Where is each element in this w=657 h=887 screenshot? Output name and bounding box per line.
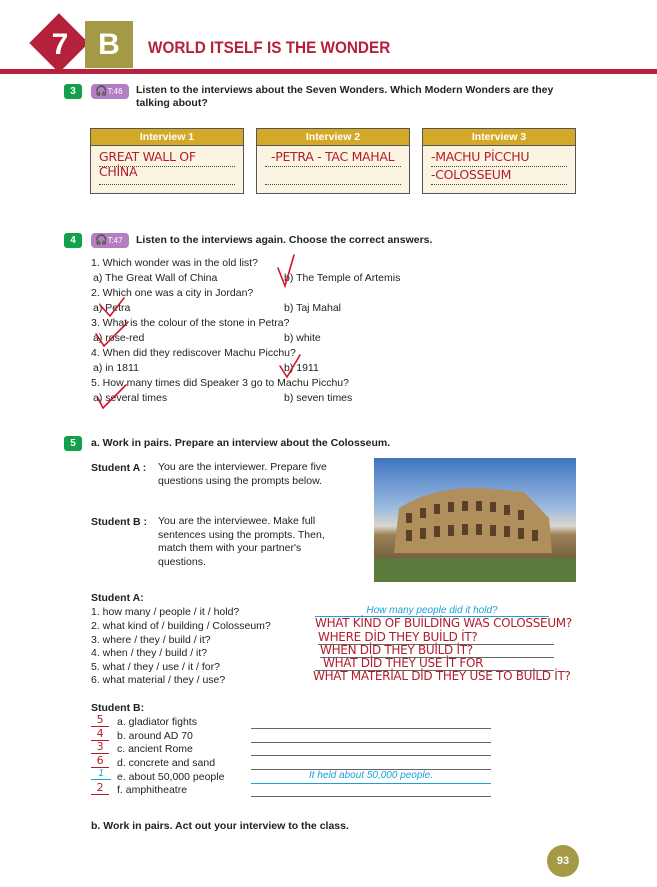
- student-a-role: You are the interviewer. Prepare five questions using the prompts below.: [158, 461, 327, 487]
- match-number[interactable]: 2: [91, 781, 109, 795]
- student-b-label: Student B :: [91, 516, 147, 528]
- answer-line[interactable]: [251, 756, 491, 770]
- match-number[interactable]: 5: [91, 713, 109, 727]
- prompt: 2. what kind of / building / Colosseum?: [91, 620, 271, 632]
- answer-line[interactable]: -COLOSSEUM: [431, 167, 567, 185]
- prompt: b. around AD 70: [117, 729, 193, 742]
- list-b-title: Student B:: [91, 702, 145, 714]
- page-title: WORLD ITSELF IS THE WONDER: [148, 38, 391, 57]
- answer-line[interactable]: GREAT WALL OF CHİNA: [99, 149, 235, 167]
- question: 5. How many times did Speaker 3 go to Machu Picchu?: [91, 377, 349, 389]
- question: 1. Which wonder was in the old list?: [91, 257, 258, 269]
- checkmark-icon: [278, 255, 294, 286]
- answer-line[interactable]: How many people did it hold?: [315, 605, 549, 617]
- checkmark-icon: [98, 385, 126, 408]
- prompt: c. ancient Rome: [117, 743, 193, 756]
- answer-line[interactable]: WHERE DİD THEY BUİLD İT?: [318, 630, 554, 645]
- headphones-icon: 🎧: [95, 86, 108, 97]
- answer-line[interactable]: [251, 783, 491, 797]
- unit-number: 7: [51, 28, 69, 61]
- match-row: [91, 783, 501, 797]
- prompt: 3. where / they / build / it?: [91, 633, 211, 646]
- interview-header: Interview 1: [91, 129, 243, 146]
- checkmark-icon: [96, 322, 128, 346]
- exercise-3-instruction: Listen to the interviews about the Seven Wonders. Which Modern Wonders are they talking about?: [136, 84, 554, 109]
- match-row: [91, 767, 501, 784]
- student-b-role: You are the interviewee. Make full sentences using the prompts. Then, match them with your partner's questions.: [158, 515, 325, 568]
- answer-line[interactable]: [251, 729, 491, 743]
- answer-line[interactable]: WHAT DİD THEY USE İT FOR: [315, 656, 554, 671]
- interview-header: Interview 2: [257, 129, 409, 146]
- match-row: [91, 726, 501, 743]
- option-b[interactable]: b) Taj Mahal: [284, 302, 342, 314]
- option-a[interactable]: a) several times: [93, 392, 168, 404]
- student-a-list: [91, 605, 591, 687]
- prompt: f. amphitheatre: [117, 784, 188, 797]
- option-b[interactable]: b) white: [284, 332, 321, 344]
- exercise-3-badge: 3: [64, 84, 82, 99]
- answer-line[interactable]: WHAT MATERİAL DİD THEY USE TO BUİLD İT?: [313, 669, 571, 683]
- prompt: 1. how many / people / it / hold?: [91, 606, 240, 618]
- question: 4. When did they rediscover Machu Picchu?: [91, 347, 296, 359]
- unit-letter: B: [85, 21, 133, 68]
- match-row: [91, 756, 501, 770]
- answer-line[interactable]: WHEN DİD THEY BUİLD İT?: [320, 643, 554, 658]
- prompt: a. gladiator fights: [117, 716, 197, 728]
- option-a[interactable]: a) rose-red: [93, 332, 145, 344]
- prompt: 5. what / they / use / it / for?: [91, 660, 220, 673]
- prompt: 4. when / they / build / it?: [91, 647, 208, 659]
- colosseum-photo: [374, 458, 576, 582]
- match-number[interactable]: 6: [91, 754, 109, 768]
- exercise-5-badge: 5: [64, 436, 82, 451]
- match-number[interactable]: 1: [91, 768, 111, 780]
- answer-line[interactable]: WHAT KİND OF BUİLDİNG WAS COLOSSEUM?: [315, 616, 572, 630]
- prompt: d. concrete and sand: [117, 757, 216, 770]
- option-a[interactable]: a) Petra: [93, 302, 131, 314]
- headphones-icon: 🎧: [95, 235, 108, 246]
- answer-line[interactable]: [251, 742, 491, 756]
- student-b-list: [91, 715, 501, 797]
- list-a-title: Student A:: [91, 592, 144, 604]
- colosseum-illustration: [374, 458, 576, 582]
- option-a[interactable]: a) The Great Wall of China: [93, 272, 218, 284]
- exercise-4-badge: 4: [64, 233, 82, 248]
- answer-line[interactable]: It held about 50,000 people.: [251, 770, 491, 784]
- exercise-4-instruction: Listen to the interviews again. Choose the correct answers.: [136, 234, 433, 246]
- interview-header: Interview 3: [423, 129, 575, 146]
- match-row: [91, 715, 501, 729]
- answer-line[interactable]: -MACHU PİCCHU: [431, 149, 567, 167]
- option-b[interactable]: b) seven times: [284, 392, 353, 404]
- answer-line[interactable]: -PETRA - TAC MAHAL: [265, 149, 401, 167]
- exercise-5b-instruction: b. Work in pairs. Act out your interview to the class.: [91, 820, 349, 832]
- option-a[interactable]: a) in 1811: [93, 362, 139, 374]
- answer-line[interactable]: [251, 715, 491, 729]
- prompt: e. about 50,000 people: [117, 770, 225, 783]
- student-a-label: Student A :: [91, 462, 147, 474]
- prompt-row: [91, 669, 591, 687]
- exercise-5a-instruction: a. Work in pairs. Prepare an interview about the Colosseum.: [91, 437, 391, 449]
- question: 2. Which one was a city in Jordan?: [91, 287, 254, 299]
- match-number[interactable]: 3: [91, 740, 109, 754]
- page-number: 93: [547, 845, 579, 877]
- option-b[interactable]: b) The Temple of Artemis: [284, 272, 401, 284]
- prompt: 6. what material / they / use?: [91, 674, 226, 686]
- track-label: T:46: [107, 87, 123, 96]
- question: 3. What is the colour of the stone in Petra?: [91, 317, 290, 329]
- checkmark-icon: [100, 298, 124, 316]
- option-b[interactable]: b) 1911: [284, 362, 319, 374]
- checkmark-icon: [280, 355, 300, 377]
- track-label: T:47: [107, 236, 123, 245]
- match-row: [91, 742, 501, 756]
- match-number[interactable]: 4: [91, 727, 109, 741]
